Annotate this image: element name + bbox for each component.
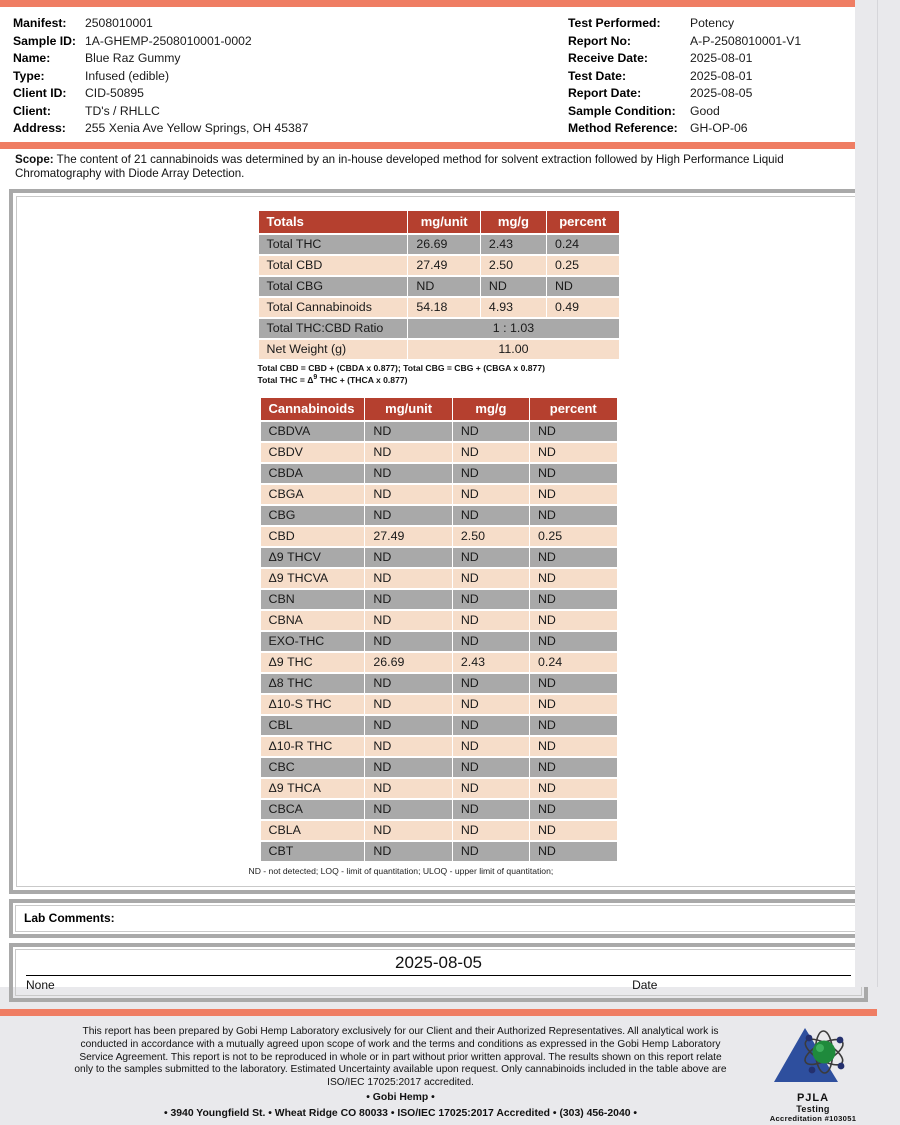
- cannabinoid-cell: ND: [365, 569, 451, 588]
- cannabinoid-cell: Δ9 THCA: [261, 779, 365, 798]
- cannabinoids-header-percent: percent: [530, 398, 617, 420]
- manifest-label: Manifest:: [13, 16, 67, 30]
- client-label: Client:: [13, 103, 51, 118]
- thc-cbd-ratio-value: 1 : 1.03: [408, 319, 618, 338]
- footer-company-line: • Gobi Hemp •: [366, 1092, 435, 1104]
- address-value: 255 Xenia Ave Yellow Springs, OH 45387: [85, 121, 309, 135]
- pjla-testing-label: Testing: [796, 1103, 830, 1114]
- signature-label-row: [26, 976, 851, 992]
- test-date-label: Test Date:: [568, 68, 627, 83]
- client-value: TD's / RHLLC: [85, 103, 160, 118]
- cannabinoid-cell: 2.50: [453, 527, 529, 546]
- table-row: [261, 527, 617, 546]
- total-cbg-mgunit: ND: [408, 277, 480, 296]
- total-cbd-name: Total CBD: [259, 256, 408, 275]
- type-value: Infused (edible): [85, 68, 170, 83]
- top-accent-bar: [0, 0, 877, 7]
- cannabinoid-cell: ND: [453, 443, 529, 462]
- cannabinoid-cell: ND: [453, 695, 529, 714]
- metadata-row: [568, 33, 801, 51]
- cannabinoid-cell: ND: [365, 800, 451, 819]
- cannabinoid-cell: CBL: [261, 716, 365, 735]
- cannabinoid-cell: Δ9 THCV: [261, 548, 365, 567]
- table-row: [259, 277, 619, 296]
- metadata-row: [568, 50, 801, 68]
- cannabinoid-cell: CBT: [261, 842, 365, 861]
- cannabinoid-cell: ND: [453, 548, 529, 567]
- lab-comments-inner: [15, 905, 862, 932]
- sample-id-label: Sample ID:: [13, 33, 76, 48]
- cannabinoid-cell: Δ10-R THC: [261, 737, 365, 756]
- sample-metadata: [0, 7, 877, 142]
- test-date-value: 2025-08-01: [690, 68, 753, 83]
- metadata-row: [13, 68, 560, 86]
- cannabinoid-cell: ND: [453, 821, 529, 840]
- cannabinoid-cell: ND: [530, 695, 617, 714]
- table-row: [261, 632, 617, 651]
- scope-section: [9, 149, 868, 186]
- metadata-row: [13, 15, 560, 33]
- method-reference-label: Method Reference:: [568, 121, 678, 135]
- signature-date-value: 2025-08-05: [26, 952, 851, 976]
- scroll-gutter[interactable]: [855, 0, 877, 987]
- report-date-label: Report Date:: [568, 86, 642, 100]
- formula-suffix: THC + (THCA x 0.877): [317, 374, 408, 385]
- cannabinoid-cell: CBGA: [261, 485, 365, 504]
- totals-header-mgunit: mg/unit: [408, 211, 480, 233]
- cannabinoid-cell: CBDA: [261, 464, 365, 483]
- cannabinoid-cell: CBN: [261, 590, 365, 609]
- footer-accent-bar: [0, 1009, 877, 1016]
- cannabinoid-cell: ND: [530, 422, 617, 441]
- footer-disclaimer: This report has been prepared by Gobi Hemp Laboratory exclusively for our Client and their Authorized Representatives. All analytical work is conducted in accordance with a mutually agreed upon scope of work and the terms and conditions as expressed in the Gobi Hemp Laboratory Service Agreement. This report is not to be reproduced in whole or in part without prior written approval. The results shown on this report relate only to the samples submitted to the laboratory. Estimated Uncertainty available upon request. Only cannabinoids included in the table above are ISO/IEC 17025:2017 accredited.: [74, 1026, 727, 1088]
- pjla-logo-icon: [772, 1026, 854, 1088]
- cannabinoid-cell: ND: [365, 464, 451, 483]
- thc-cbd-ratio-name: Total THC:CBD Ratio: [259, 319, 408, 338]
- cannabinoids-header-mgg: mg/g: [453, 398, 529, 420]
- table-row: [261, 821, 617, 840]
- metadata-row: [13, 103, 560, 121]
- cannabinoid-cell: ND: [453, 611, 529, 630]
- cannabinoid-cell: 0.24: [530, 653, 617, 672]
- cannabinoids-header-row: [261, 398, 617, 420]
- pjla-accreditation-logo: [759, 1024, 867, 1125]
- cannabinoid-cell: CBLA: [261, 821, 365, 840]
- cannabinoid-cell: CBD: [261, 527, 365, 546]
- metadata-row: [568, 85, 801, 103]
- formula-prefix: Total THC =: [257, 374, 308, 385]
- cannabinoid-cell: ND: [453, 758, 529, 777]
- cannabinoid-cell: ND: [365, 737, 451, 756]
- cannabinoid-cell: ND: [453, 800, 529, 819]
- metadata-row: [568, 103, 801, 121]
- results-inner: [16, 196, 861, 888]
- cannabinoid-cell: ND: [530, 800, 617, 819]
- cannabinoids-header-name: Cannabinoids: [261, 398, 365, 420]
- type-label: Type:: [13, 68, 45, 83]
- table-row: [261, 611, 617, 630]
- table-row: [261, 590, 617, 609]
- table-row: [261, 548, 617, 567]
- table-row: [259, 256, 619, 275]
- cannabinoid-cell: ND: [530, 821, 617, 840]
- client-id-value: CID-50895: [85, 86, 144, 100]
- report-no-label: Report No:: [568, 33, 631, 48]
- totals-table: [258, 209, 620, 361]
- metadata-row: [568, 68, 801, 86]
- cannabinoid-cell: ND: [365, 611, 451, 630]
- table-row: [261, 716, 617, 735]
- cannabinoid-cell: ND: [530, 569, 617, 588]
- footer-text-block: [10, 1024, 759, 1120]
- cannabinoid-cell: ND: [530, 737, 617, 756]
- table-row: [261, 695, 617, 714]
- totals-formula-note: [258, 363, 620, 386]
- table-row: [261, 737, 617, 756]
- table-row: [261, 506, 617, 525]
- footer-section: [0, 1016, 877, 1125]
- cannabinoid-cell: ND: [365, 632, 451, 651]
- cannabinoid-cell: ND: [365, 674, 451, 693]
- cannabinoid-cell: ND: [453, 632, 529, 651]
- cannabinoid-cell: ND: [453, 485, 529, 504]
- totals-header-row: [259, 211, 619, 233]
- table-row: [259, 319, 619, 338]
- total-thc-mgg: 2.43: [481, 235, 546, 254]
- lab-comments-label: Lab Comments:: [24, 911, 115, 926]
- metadata-row: [13, 33, 560, 51]
- table-row: [261, 464, 617, 483]
- cannabinoid-cell: CBC: [261, 758, 365, 777]
- cannabinoid-cell: Δ8 THC: [261, 674, 365, 693]
- cannabinoid-cell: ND: [453, 842, 529, 861]
- table-row: [261, 779, 617, 798]
- delta-symbol: Δ: [307, 374, 314, 385]
- cannabinoid-cell: ND: [453, 569, 529, 588]
- client-id-label: Client ID:: [13, 86, 67, 100]
- cannabinoid-cell: ND: [530, 548, 617, 567]
- cannabinoid-cell: ND: [453, 779, 529, 798]
- net-weight-name: Net Weight (g): [259, 340, 408, 359]
- total-cbd-mgunit: 27.49: [408, 256, 480, 275]
- metadata-row: [568, 15, 801, 33]
- cannabinoid-cell: EXO-THC: [261, 632, 365, 651]
- cannabinoid-cell: ND: [453, 590, 529, 609]
- total-cbg-mgg: ND: [481, 277, 546, 296]
- nd-legend-note: ND - not detected; LOQ - limit of quantitation; ULOQ - upper limit of quantitation;: [248, 866, 554, 877]
- cannabinoid-cell: CBDVA: [261, 422, 365, 441]
- cannabinoid-cell: ND: [365, 842, 451, 861]
- cannabinoid-cell: ND: [530, 758, 617, 777]
- cannabinoids-header-mgunit: mg/unit: [365, 398, 451, 420]
- receive-date-label: Receive Date:: [568, 51, 648, 65]
- cannabinoid-cell: Δ9 THC: [261, 653, 365, 672]
- formula-line-1: Total CBD = CBD + (CBDA x 0.877); Total CBG = CBG + (CBGA x 0.877): [257, 362, 545, 373]
- cannabinoid-cell: ND: [530, 464, 617, 483]
- signature-date-label: Date: [632, 978, 658, 993]
- cannabinoid-cell: 27.49: [365, 527, 451, 546]
- cannabinoid-cell: CBNA: [261, 611, 365, 630]
- cannabinoid-cell: ND: [530, 779, 617, 798]
- cannabinoid-cell: ND: [365, 590, 451, 609]
- total-thc-percent: 0.24: [547, 235, 619, 254]
- total-cannabinoids-name: Total Cannabinoids: [259, 298, 408, 317]
- cannabinoids-table: [260, 396, 618, 863]
- table-row: [259, 298, 619, 317]
- table-row: [259, 235, 619, 254]
- pjla-logo-caption: [759, 1093, 867, 1125]
- table-row: [261, 758, 617, 777]
- total-cannabinoids-mgg: 4.93: [481, 298, 546, 317]
- table-row: [261, 422, 617, 441]
- cannabinoid-cell: ND: [530, 443, 617, 462]
- cannabinoid-cell: ND: [530, 611, 617, 630]
- cannabinoid-cell: ND: [365, 716, 451, 735]
- table-row: [261, 653, 617, 672]
- cannabinoid-cell: ND: [365, 422, 451, 441]
- cannabinoid-cell: 0.25: [530, 527, 617, 546]
- method-reference-value: GH-OP-06: [690, 121, 748, 135]
- signature-panel: [9, 943, 868, 1002]
- report-no-value: A-P-2508010001-V1: [690, 33, 802, 48]
- cannabinoid-cell: ND: [365, 548, 451, 567]
- address-label: Address:: [13, 121, 66, 135]
- footer-address-line: • 3940 Youngfield St. • Wheat Ridge CO 80033 • ISO/IEC 17025:2017 Accredited • (303) 456-2040 •: [163, 1107, 638, 1119]
- total-cannabinoids-mgunit: 54.18: [408, 298, 480, 317]
- cannabinoid-cell: CBDV: [261, 443, 365, 462]
- lab-comments-panel: [9, 899, 868, 938]
- metadata-left-column: [0, 15, 560, 138]
- total-cbd-mgg: 2.50: [481, 256, 546, 275]
- total-cbg-name: Total CBG: [259, 277, 408, 296]
- table-row: [261, 485, 617, 504]
- total-cannabinoids-percent: 0.49: [547, 298, 619, 317]
- metadata-row: [13, 120, 560, 138]
- cannabinoid-cell: ND: [365, 779, 451, 798]
- table-row: [259, 340, 619, 359]
- cannabinoid-cell: ND: [365, 506, 451, 525]
- results-panel: [9, 189, 868, 895]
- cannabinoid-cell: ND: [453, 716, 529, 735]
- metadata-right-column: [560, 15, 801, 138]
- total-cbg-percent: ND: [547, 277, 619, 296]
- name-value: Blue Raz Gummy: [85, 51, 181, 65]
- cannabinoid-cell: Δ9 THCVA: [261, 569, 365, 588]
- manifest-value: 2508010001: [85, 16, 153, 30]
- cannabinoid-cell: Δ10-S THC: [261, 695, 365, 714]
- cannabinoid-cell: ND: [530, 506, 617, 525]
- delta-superscript: 9: [313, 374, 318, 381]
- signature-inner: [15, 949, 862, 996]
- total-thc-mgunit: 26.69: [408, 235, 480, 254]
- pjla-name: PJLA: [796, 1092, 830, 1105]
- test-performed-value: Potency: [690, 16, 735, 30]
- sample-id-value: 1A-GHEMP-2508010001-0002: [85, 33, 252, 48]
- cannabinoid-cell: ND: [530, 590, 617, 609]
- name-label: Name:: [13, 51, 51, 65]
- sample-condition-label: Sample Condition:: [568, 103, 676, 118]
- formula-line-2: [258, 373, 620, 385]
- total-thc-name: Total THC: [259, 235, 408, 254]
- signature-none-label: None: [26, 978, 55, 993]
- metadata-row: [13, 85, 560, 103]
- total-cbd-percent: 0.25: [547, 256, 619, 275]
- pjla-accreditation-number: Accreditation #103051: [769, 1114, 857, 1124]
- scope-label: Scope:: [15, 152, 54, 166]
- metadata-row: [568, 120, 801, 138]
- table-row: [261, 800, 617, 819]
- cannabinoid-cell: 2.43: [453, 653, 529, 672]
- cannabinoid-cell: CBG: [261, 506, 365, 525]
- cannabinoid-cell: ND: [530, 674, 617, 693]
- table-row: [261, 842, 617, 861]
- cannabinoid-cell: CBCA: [261, 800, 365, 819]
- cannabinoid-cell: 26.69: [365, 653, 451, 672]
- cannabinoid-cell: ND: [365, 485, 451, 504]
- cannabinoid-cell: ND: [453, 464, 529, 483]
- totals-header-mgg: mg/g: [481, 211, 546, 233]
- table-row: [261, 674, 617, 693]
- cannabinoid-cell: ND: [365, 695, 451, 714]
- cannabinoid-cell: ND: [453, 674, 529, 693]
- cannabinoid-cell: ND: [453, 506, 529, 525]
- totals-header-percent: percent: [547, 211, 619, 233]
- report-date-value: 2025-08-05: [690, 86, 753, 100]
- header-divider-bar: [0, 142, 877, 149]
- cannabinoid-cell: ND: [530, 485, 617, 504]
- sample-condition-value: Good: [690, 103, 720, 118]
- cannabinoid-cell: ND: [530, 842, 617, 861]
- cannabinoid-cell: ND: [530, 632, 617, 651]
- test-performed-label: Test Performed:: [568, 16, 661, 30]
- cannabinoid-cell: ND: [453, 737, 529, 756]
- scope-text: The content of 21 cannabinoids was determined by an in-house developed method for solvent extraction followed by High Performance Liquid Chromatography with Diode Array Detection.: [15, 152, 784, 180]
- table-row: [261, 443, 617, 462]
- net-weight-value: 11.00: [408, 340, 618, 359]
- cannabinoid-cell: ND: [530, 716, 617, 735]
- cannabinoid-cell: ND: [365, 758, 451, 777]
- receive-date-value: 2025-08-01: [690, 51, 753, 65]
- totals-header-name: Totals: [259, 211, 408, 233]
- cannabinoid-cell: ND: [453, 422, 529, 441]
- cannabinoid-cell: ND: [365, 821, 451, 840]
- cannabinoid-cell: ND: [365, 443, 451, 462]
- table-row: [261, 569, 617, 588]
- metadata-row: [13, 50, 560, 68]
